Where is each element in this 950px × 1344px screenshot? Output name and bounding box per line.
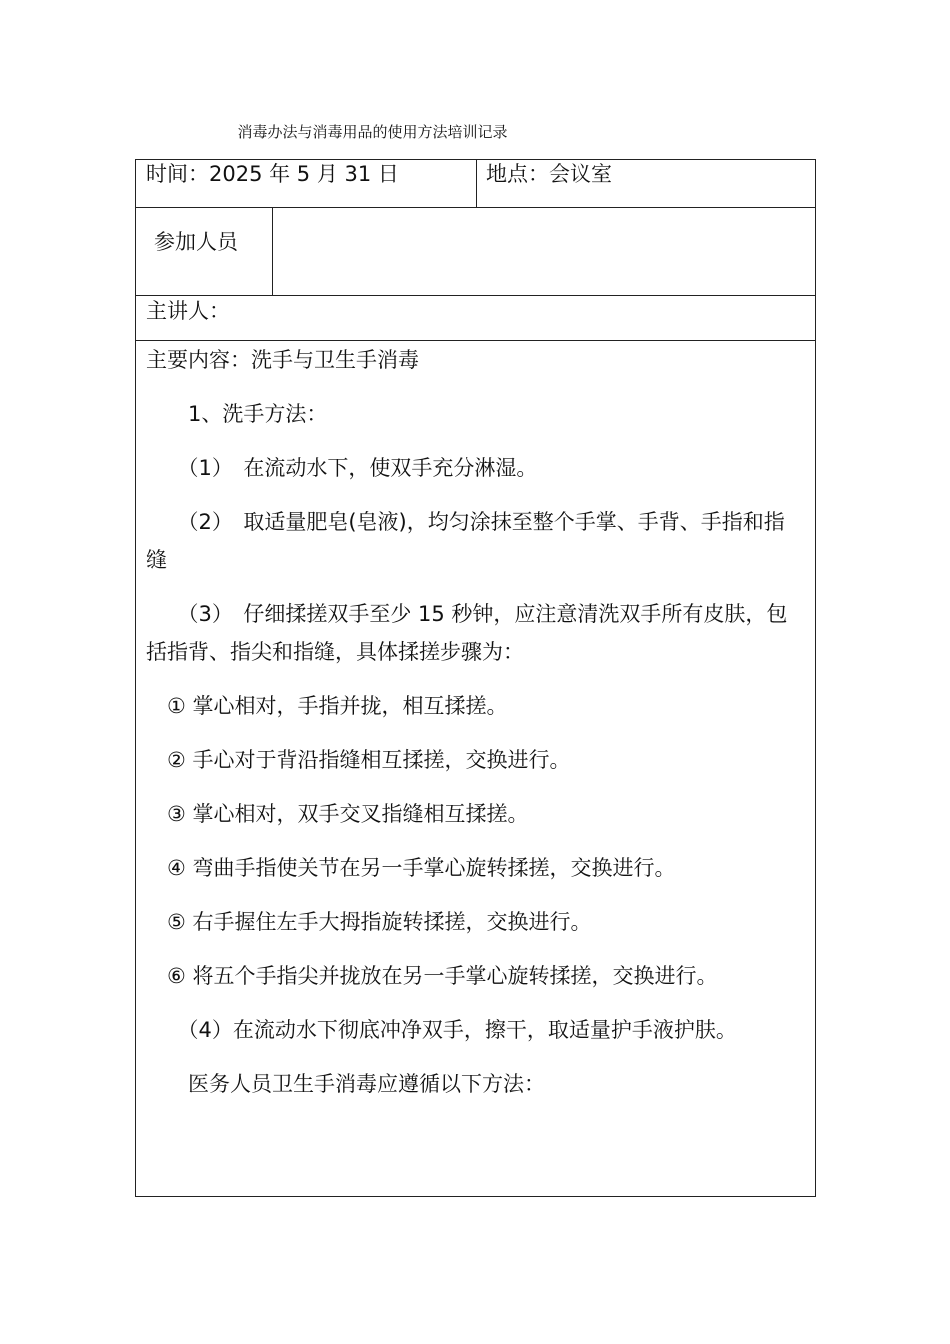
row-divider xyxy=(136,295,815,296)
content-paragraph: （4）在流动水下彻底冲净双手，擦干，取适量护手液护肤。 xyxy=(146,1018,737,1042)
main-content-cell xyxy=(146,341,805,1119)
location-cell: 地点：会议室 xyxy=(486,162,612,186)
content-paragraph: ⑤ 右手握住左手大拇指旋转揉搓，交换进行。 xyxy=(146,910,592,934)
content-paragraph: （1） 在流动水下，使双手充分淋湿。 xyxy=(146,456,538,480)
content-paragraph: ① 掌心相对，手指并拢，相互揉搓。 xyxy=(146,694,508,718)
content-paragraph: ② 手心对于背沿指缝相互揉搓，交换进行。 xyxy=(146,748,571,772)
row-divider xyxy=(136,207,815,208)
content-paragraph: ③ 掌心相对，双手交叉指缝相互揉搓。 xyxy=(146,802,529,826)
content-paragraph: （3） 仔细揉搓双手至少 15 秒钟，应注意清洗双手所有皮肤，包括指背、指尖和指缝，具体揉搓步骤为： xyxy=(146,602,788,664)
content-paragraph: 1、洗手方法： xyxy=(146,402,328,426)
training-record-table xyxy=(135,159,816,1197)
content-paragraph: ④ 弯曲手指使关节在另一手掌心旋转揉搓，交换进行。 xyxy=(146,856,676,880)
content-paragraph: 医务人员卫生手消毒应遵循以下方法： xyxy=(146,1072,545,1096)
speaker-label: 主讲人： xyxy=(146,299,230,323)
column-divider xyxy=(476,160,477,207)
participants-label: 参加人员 xyxy=(154,230,238,254)
content-heading: 主要内容：洗手与卫生手消毒 xyxy=(146,348,419,372)
document-title: 消毒办法与消毒用品的使用方法培训记录 xyxy=(237,123,508,141)
content-paragraph: ⑥ 将五个手指尖并拢放在另一手掌心旋转揉搓，交换进行。 xyxy=(146,964,718,988)
time-cell: 时间：2025 年 5 月 31 日 xyxy=(146,162,399,186)
column-divider xyxy=(272,207,273,295)
content-paragraph: （2） 取适量肥皂(皂液)，均匀涂抹至整个手掌、手背、手指和指缝 xyxy=(146,510,785,572)
